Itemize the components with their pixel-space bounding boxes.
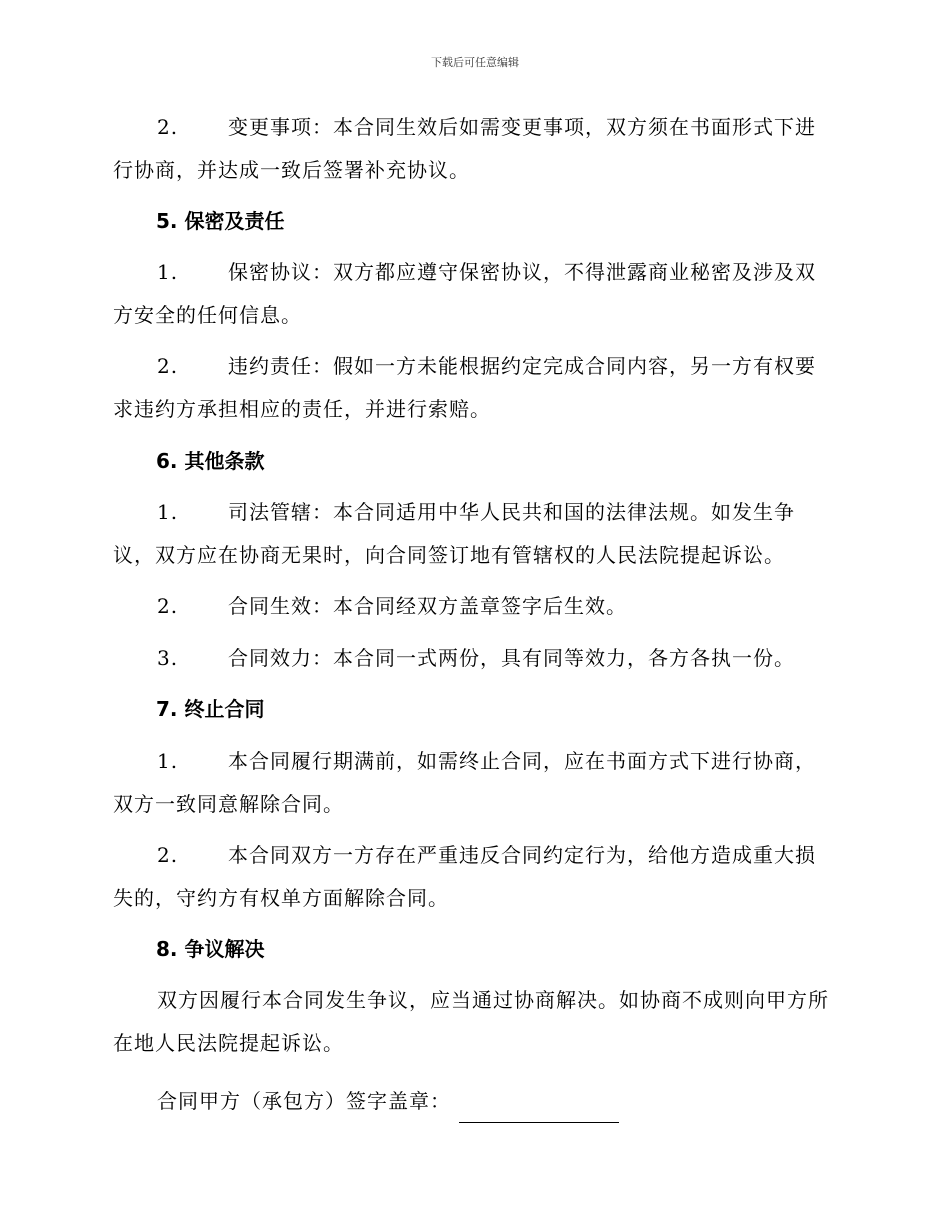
clause-breach-liability	[113, 345, 833, 431]
section-heading-dispute-resolution: 8. 争议解决	[156, 937, 265, 961]
clause-jurisdiction	[113, 491, 833, 577]
signature-label: 合同甲方（承包方）签字盖章：	[157, 1089, 451, 1113]
page-header: 下载后可任意编辑	[431, 56, 519, 69]
clause-dispute-resolution: 双方因履行本合同发生争议，应当通过协商解决。如协商不成则向甲方所在地人民法院提起诉讼。	[113, 988, 829, 1055]
section-heading-confidentiality: 5. 保密及责任	[156, 209, 285, 233]
clause-text: 司法管辖：本合同适用中华人民共和国的法律法规。如发生争议，双方应在协商无果时，向合同签订地有管辖权的人民法院提起诉讼。	[113, 500, 795, 567]
clause-text: 合同效力：本合同一式两份，具有同等效力，各方各执一份。	[228, 646, 795, 670]
clause-change-items	[113, 106, 833, 192]
clause-number: 1.	[157, 500, 179, 524]
clause-text: 违约责任：假如一方未能根据约定完成合同内容，另一方有权要求违约方承担相应的责任，并进行索赔。	[113, 354, 816, 421]
clause-text: 本合同履行期满前，如需终止合同，应在书面方式下进行协商，双方一致同意解除合同。	[113, 749, 816, 816]
clause-confidentiality-agreement	[113, 251, 833, 337]
clause-number: 2.	[157, 354, 179, 378]
clause-number: 2.	[157, 843, 179, 867]
clause-termination-before-expiry	[113, 740, 833, 826]
clause-contract-effective	[113, 585, 833, 628]
clause-number: 1.	[157, 749, 179, 773]
clause-number: 1.	[157, 260, 179, 284]
clause-number: 2.	[157, 115, 179, 139]
section-heading-other-terms: 6. 其他条款	[156, 449, 265, 473]
clause-text: 保密协议：双方都应遵守保密协议，不得泄露商业秘密及涉及双方安全的任何信息。	[113, 260, 816, 327]
signature-row	[157, 1080, 619, 1123]
signature-line[interactable]	[459, 1092, 619, 1123]
section-heading-termination: 7. 终止合同	[156, 697, 265, 721]
clause-number: 2.	[157, 594, 179, 618]
clause-text: 变更事项：本合同生效后如需变更事项，双方须在书面形式下进行协商，并达成一致后签署补充协议。	[113, 115, 816, 182]
clause-text: 合同生效：本合同经双方盖章签字后生效。	[228, 594, 627, 618]
clause-text: 本合同双方一方存在严重违反合同约定行为，给他方造成重大损失的，守约方有权单方面解除合同。	[113, 843, 816, 910]
clause-number: 3.	[157, 646, 179, 670]
clause-termination-for-breach	[113, 834, 833, 920]
clause-contract-validity	[113, 637, 833, 680]
